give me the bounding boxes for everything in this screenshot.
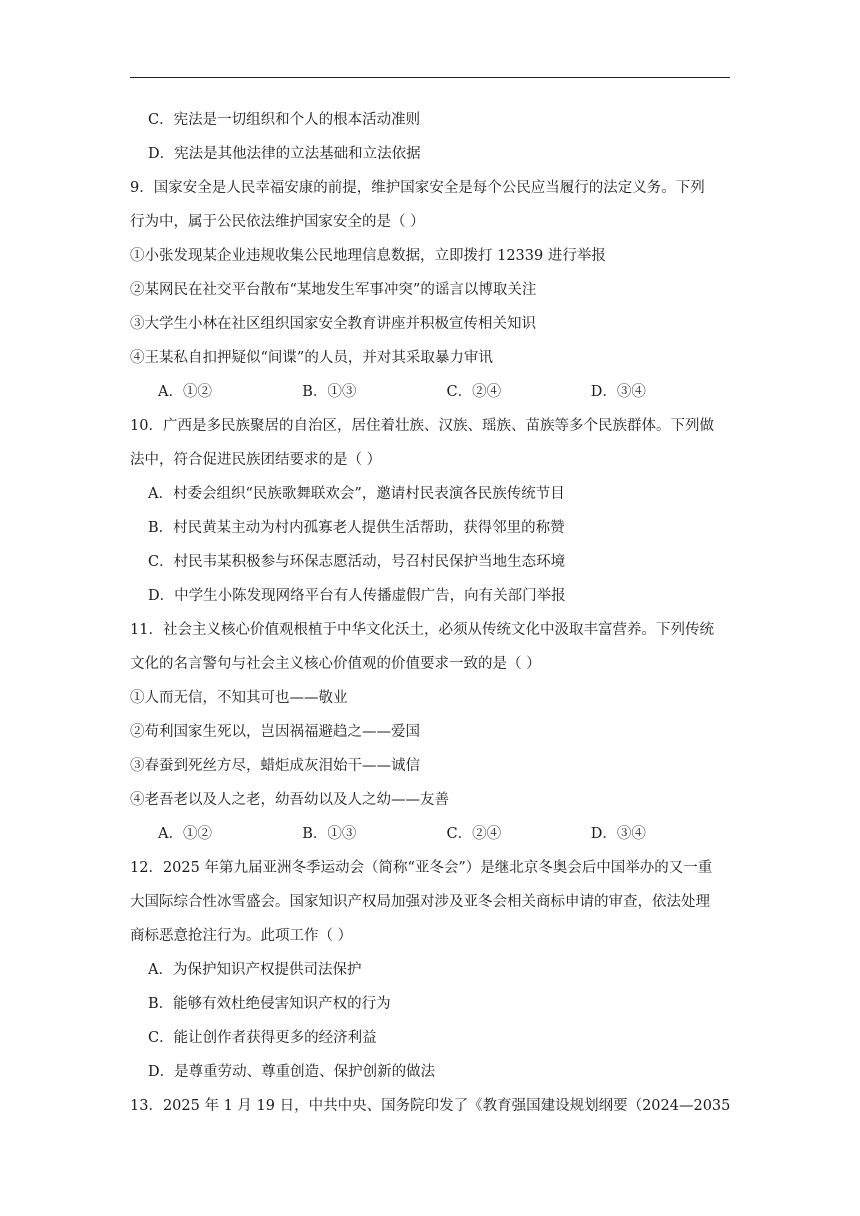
q9-item-2: ②某网民在社交平台散布“某地发生军事冲突”的谣言以博取关注: [130, 282, 537, 298]
prev-option-d: D．宪法是其他法律的立法基础和立法依据: [148, 146, 421, 162]
exam-page-content: [130, 108, 735, 1128]
q11-stem-line-1: 11．社会主义核心价值观根植于中华文化沃土，必须从传统文化中汲取丰富营养。下列传统: [130, 622, 714, 638]
q11-item-1: ①人而无信，不知其可也——敬业: [130, 690, 348, 706]
q11-choice-b: B．①③: [302, 826, 357, 842]
q12-stem-line-1: 12．2025 年第九届亚洲冬季运动会（简称“亚冬会”）是继北京冬奥会后中国举办的又一重: [130, 860, 713, 876]
q10-stem-line-2: 法中，符合促进民族团结要求的是（ ）: [130, 452, 382, 468]
q10-option-a: A．村委会组织“民族歌舞联欢会”，邀请村民表演各民族传统节目: [148, 486, 565, 502]
q11-item-2: ②苟利国家生死以，岂因祸福避趋之——爱国: [130, 724, 420, 740]
q10-option-c: C．村民韦某积极参与环保志愿活动，号召村民保护当地生态环境: [148, 554, 566, 570]
q11-choices: [130, 822, 735, 856]
q11-stem-line-2: 文化的名言警句与社会主义核心价值观的价值要求一致的是（ ）: [130, 656, 541, 672]
q9-choice-b: B．①③: [302, 384, 357, 400]
q12-option-a: A．为保护知识产权提供司法保护: [148, 962, 362, 978]
q12-stem-line-2: 大国际综合性冰雪盛会。国家知识产权局加强对涉及亚冬会相关商标申请的审查，依法处理: [130, 894, 710, 910]
q9-choice-c: C．②④: [446, 384, 502, 400]
q9-item-1: ①小张发现某企业违规收集公民地理信息数据，立即拨打 12339 进行举报: [130, 248, 606, 264]
q9-item-4: ④王某私自扣押疑似“间谍”的人员，并对其采取暴力审讯: [130, 350, 493, 366]
q9-stem-line-1: 9．国家安全是人民幸福安康的前提，维护国家安全是每个公民应当履行的法定义务。下列: [130, 180, 705, 196]
q11-item-3: ③春蚕到死丝方尽，蜡炬成灰泪始干——诚信: [130, 758, 420, 774]
header-rule: [130, 77, 730, 78]
q12-option-d: D．是尊重劳动、尊重创造、保护创新的做法: [148, 1064, 436, 1080]
q9-choice-d: D．③④: [590, 384, 646, 400]
q9-item-3: ③大学生小林在社区组织国家安全教育讲座并积极宣传相关知识: [130, 316, 536, 332]
q11-choice-a: A．①②: [158, 826, 212, 842]
q9-stem-line-2: 行为中，属于公民依法维护国家安全的是（ ）: [130, 214, 425, 230]
q13-stem-line-1: 13．2025 年 1 月 19 日，中共中央、国务院印发了《教育强国建设规划纲要（2024—2035: [130, 1098, 731, 1114]
q10-option-b: B．村民黄某主动为村内孤寡老人提供生活帮助，获得邻里的称赞: [148, 520, 565, 536]
q9-choice-a: A．①②: [158, 384, 212, 400]
q11-item-4: ④老吾老以及人之老，幼吾幼以及人之幼——友善: [130, 792, 449, 808]
q10-option-d: D．中学生小陈发现网络平台有人传播虚假广告，向有关部门举报: [148, 588, 566, 604]
q12-stem-line-3: 商标恶意抢注行为。此项工作（ ）: [130, 928, 353, 944]
q12-option-b: B．能够有效杜绝侵害知识产权的行为: [148, 996, 391, 1012]
q11-choice-d: D．③④: [590, 826, 646, 842]
q12-option-c: C．能让创作者获得更多的经济利益: [148, 1030, 377, 1046]
prev-option-c: C．宪法是一切组织和个人的根本活动准则: [148, 112, 421, 128]
q9-choices: [130, 380, 735, 414]
q11-choice-c: C．②④: [446, 826, 502, 842]
q10-stem-line-1: 10．广西是多民族聚居的自治区，居住着壮族、汉族、瑶族、苗族等多个民族群体。下列做: [130, 418, 714, 434]
